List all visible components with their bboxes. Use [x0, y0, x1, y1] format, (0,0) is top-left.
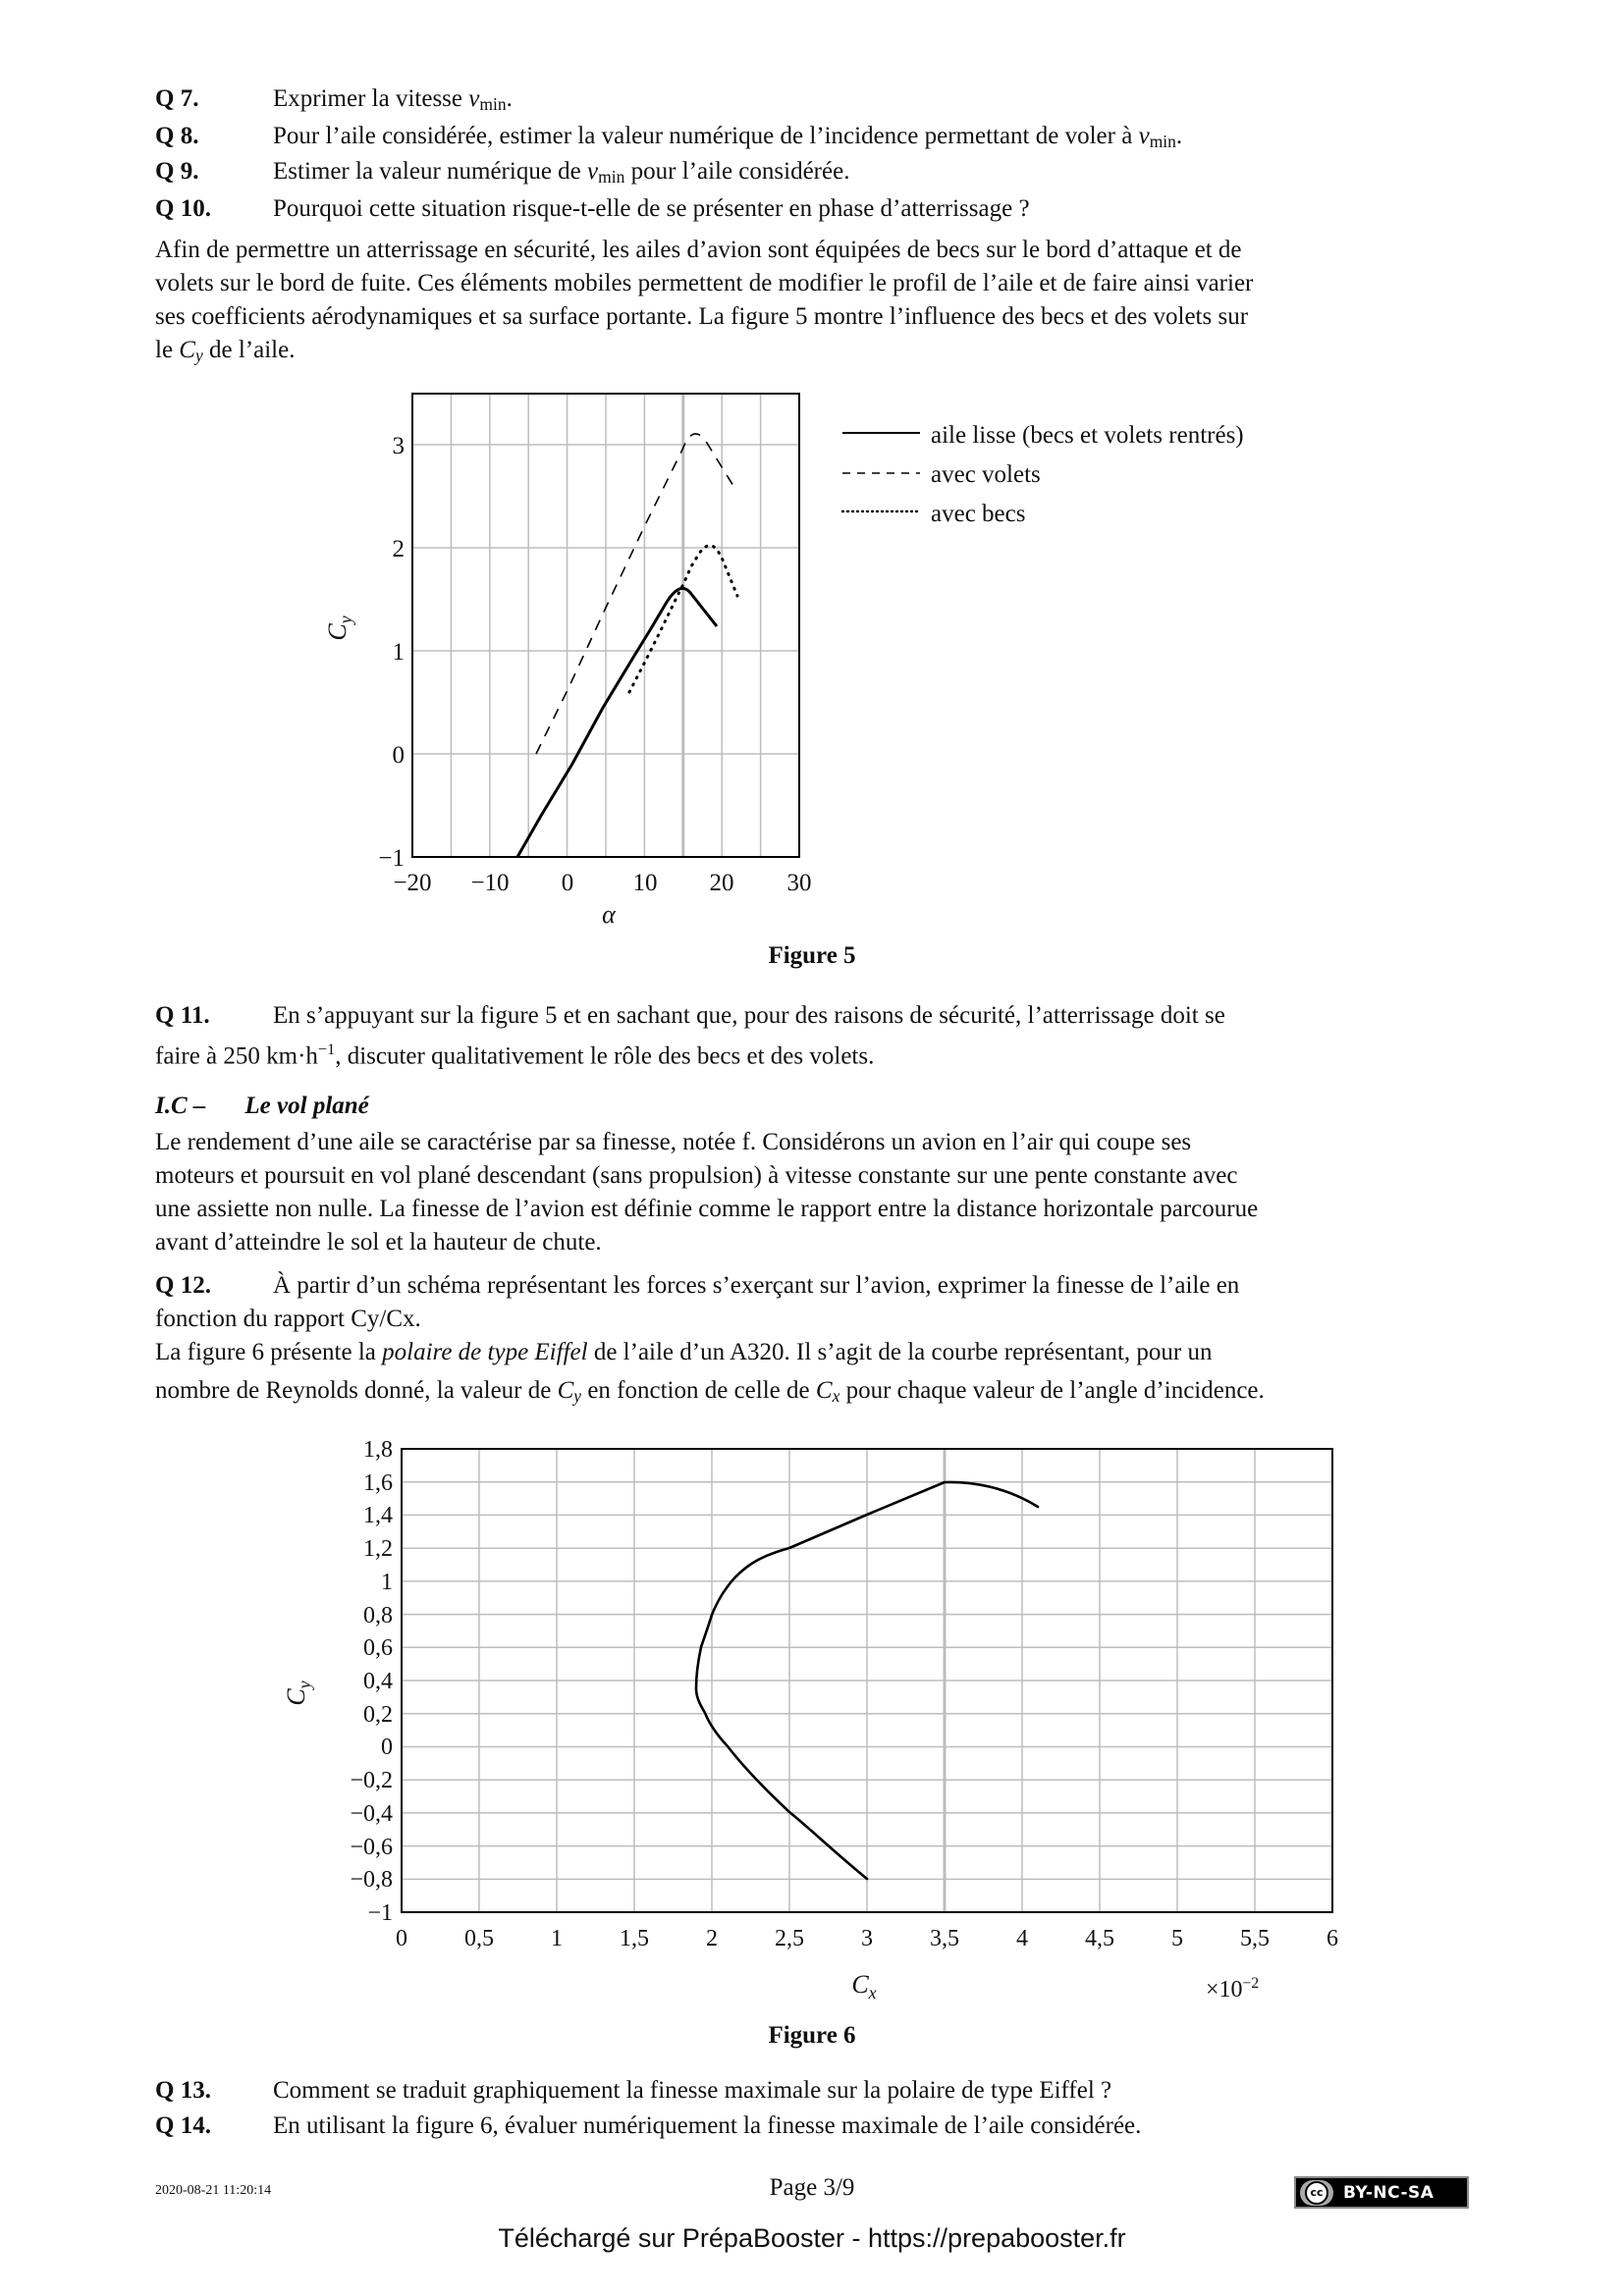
question-13 — [155, 2074, 1111, 2108]
text: en fonction de celle de — [581, 1377, 816, 1404]
multiplier-exponent: −2 — [1242, 1975, 1260, 1992]
svg-text:3: 3 — [861, 1926, 873, 1951]
y-tick: 3 — [392, 433, 405, 459]
math-sub: min — [1149, 132, 1176, 151]
x-tick: 30 — [786, 870, 812, 896]
question-14 — [155, 2109, 1141, 2143]
question-text: Pourquoi cette situation risque-t-elle de se présenter en phase d’atterrissage ? — [273, 195, 1030, 222]
figure-6-y-label — [282, 1681, 314, 1705]
svg-text:4: 4 — [1016, 1926, 1028, 1951]
x-tick: 0 — [561, 870, 574, 896]
question-number: Q 9. — [155, 158, 199, 185]
question-text: À partir d’un schéma représentant les forces s’exerçant sur l’avion, exprimer la finesse de l’aile en — [273, 1272, 1240, 1299]
svg-text:1,2: 1,2 — [363, 1536, 393, 1562]
svg-text:1,5: 1,5 — [620, 1926, 649, 1951]
svg-text:3,5: 3,5 — [930, 1926, 959, 1951]
svg-text:0: 0 — [381, 1735, 393, 1760]
y-tick: 2 — [392, 536, 405, 562]
question-number: Q 14. — [155, 2112, 211, 2139]
footer-date: 2020-08-21 11:20:14 — [155, 2183, 272, 2198]
figure-6-multiplier — [1206, 1975, 1259, 2003]
math-sub: y — [194, 346, 203, 365]
svg-text:1,6: 1,6 — [363, 1470, 393, 1496]
svg-text:0,2: 0,2 — [363, 1702, 393, 1728]
text: faire à 250 km·h — [155, 1042, 318, 1070]
download-link[interactable]: Téléchargé sur PrépaBooster - https://prepabooster.fr — [498, 2223, 1126, 2253]
svg-text:−0,8: −0,8 — [350, 1867, 393, 1893]
svg-text:−0,4: −0,4 — [350, 1801, 393, 1827]
emphasis: polaire de type Eiffel — [382, 1339, 588, 1365]
figure-5-caption: Figure 5 — [768, 942, 856, 969]
y-tick: 1 — [392, 639, 405, 666]
question-text: Estimer la valeur numérique de — [273, 158, 588, 185]
svg-text:−0,2: −0,2 — [350, 1768, 393, 1793]
glide-line-2: moteurs et poursuit en vol plané descendant (sans propulsion) à vitesse constante sur une pente constante avec — [155, 1162, 1238, 1189]
svg-text:0,6: 0,6 — [363, 1635, 393, 1661]
math-var: v — [1138, 123, 1150, 149]
x-tick: 20 — [709, 870, 734, 896]
svg-text:6: 6 — [1326, 1926, 1338, 1951]
text: de l’aile. — [202, 337, 296, 363]
text: nombre de Reynolds donné, la valeur de — [155, 1377, 558, 1404]
figure-6-caption: Figure 6 — [768, 2022, 856, 2049]
section-number: I.C – — [155, 1093, 206, 1119]
text: La figure 6 présente la — [155, 1339, 383, 1365]
cc-icon — [1300, 2180, 1333, 2206]
figure-5-x-label: α — [602, 900, 616, 929]
glide-line-3: une assiette non nulle. La finesse de l’avion est définie comme le rapport entre la distance horizontale parcourue — [155, 1196, 1259, 1222]
legend-label: aile lisse (becs et volets rentrés) — [931, 422, 1244, 449]
question-text: En utilisant la figure 6, évaluer numériquement la finesse maximale de l’aile considérée. — [273, 2112, 1142, 2139]
text: , discuter qualitativement le rôle des becs et des volets. — [335, 1042, 875, 1070]
svg-text:0,8: 0,8 — [363, 1603, 393, 1629]
svg-text:5,5: 5,5 — [1240, 1926, 1270, 1951]
math-var: C — [179, 337, 195, 363]
x-tick: −20 — [393, 870, 432, 896]
svg-text:1,8: 1,8 — [363, 1437, 393, 1463]
x-tick: −10 — [470, 870, 510, 896]
question-text: Pour l’aile considérée, estimer la valeur numérique de l’incidence permettant de voler à — [273, 123, 1139, 149]
svg-text:0,5: 0,5 — [464, 1926, 494, 1951]
figure-6-x-label: $C_x$ — [851, 1970, 877, 2002]
question-number: Q 11. — [155, 1002, 210, 1029]
x-tick: 10 — [632, 870, 658, 896]
license-label: BY-NC-SA — [1343, 2182, 1435, 2203]
glide-line-4: avant d’atteindre le sol et la hauteur de chute. — [155, 1229, 602, 1255]
polar-line-2: nombre de Reynolds donné, la valeur de $C_y$ en fonction de celle de $C_x$ pour chaque valeur de l’angle d’incidence. — [155, 1377, 1265, 1406]
svg-text:−1: −1 — [367, 1900, 393, 1926]
question-tail: . — [506, 85, 513, 112]
svg-text:1: 1 — [551, 1926, 563, 1951]
question-number: Q 10. — [155, 195, 211, 222]
question-text: Exprimer la vitesse — [273, 85, 469, 112]
svg-text:2: 2 — [706, 1926, 718, 1951]
svg-text:Cy: $C_y$ — [323, 615, 355, 641]
math-var: v — [587, 158, 599, 185]
exponent: −1 — [317, 1041, 336, 1058]
question-12-line-2: fonction du rapport Cy/Cx. — [155, 1306, 421, 1332]
multiplier-base: ×10 — [1206, 1977, 1243, 2002]
math-sub: min — [479, 94, 507, 114]
figure-6-x-ticks — [396, 1926, 1338, 1951]
svg-text:1,4: 1,4 — [363, 1503, 393, 1528]
svg-text:4,5: 4,5 — [1085, 1926, 1114, 1951]
text: le — [155, 337, 180, 363]
question-number: Q 7. — [155, 85, 199, 112]
svg-text:1: 1 — [381, 1570, 393, 1595]
text: de l’aile d’un A320. Il s’agit de la courbe représentant, pour un — [587, 1339, 1213, 1365]
section-title: Le vol plané — [244, 1093, 369, 1119]
svg-text:Cy: $C_y$ — [282, 1681, 314, 1706]
glide-line-1: Le rendement d’une aile se caractérise par sa finesse, notée f. Considérons un avion en l’air qui coupe ses — [155, 1129, 1192, 1155]
math-var: v — [468, 85, 480, 112]
svg-text:0,4: 0,4 — [363, 1669, 393, 1694]
question-text: En s’appuyant sur la figure 5 et en sachant que, pour des raisons de sécurité, l’atterrissage doit se — [273, 1002, 1225, 1029]
y-tick: −1 — [378, 845, 405, 872]
license-badge — [1294, 2176, 1469, 2209]
svg-text:5: 5 — [1171, 1926, 1183, 1951]
intro-line-1: Afin de permettre un atterrissage en sécurité, les ailes d’avion sont équipées de becs sur le bord d’attaque et de — [155, 237, 1242, 263]
question-tail: . — [1175, 123, 1183, 149]
cc-glyph: cc — [1305, 2181, 1328, 2205]
question-text: Comment se traduit graphiquement la finesse maximale sur la polaire de type Eiffel ? — [273, 2077, 1112, 2104]
legend-label: avec becs — [931, 501, 1026, 527]
question-number: Q 12. — [155, 1272, 211, 1299]
text: pour chaque valeur de l’angle d’incidence. — [839, 1377, 1265, 1404]
legend-label: avec volets — [931, 461, 1041, 488]
intro-line-3: ses coefficients aérodynamiques et sa surface portante. La figure 5 montre l’influence des becs et des volets sur — [155, 303, 1249, 330]
question-tail: pour l’aile considérée. — [624, 158, 850, 185]
question-number: Q 8. — [155, 123, 199, 149]
math-sub: min — [598, 167, 625, 187]
svg-text:−0,6: −0,6 — [350, 1835, 393, 1860]
svg-text:2,5: 2,5 — [775, 1926, 804, 1951]
question-number: Q 13. — [155, 2077, 211, 2104]
intro-line-2: volets sur le bord de fuite. Ces éléments mobiles permettent de modifier le profil de l’aile et de faire ainsi varier — [155, 270, 1254, 296]
svg-text:0: 0 — [396, 1926, 407, 1951]
page-number: Page 3/9 — [769, 2174, 855, 2201]
figure-6-y-ticks — [350, 1437, 393, 1926]
y-tick: 0 — [392, 742, 405, 769]
